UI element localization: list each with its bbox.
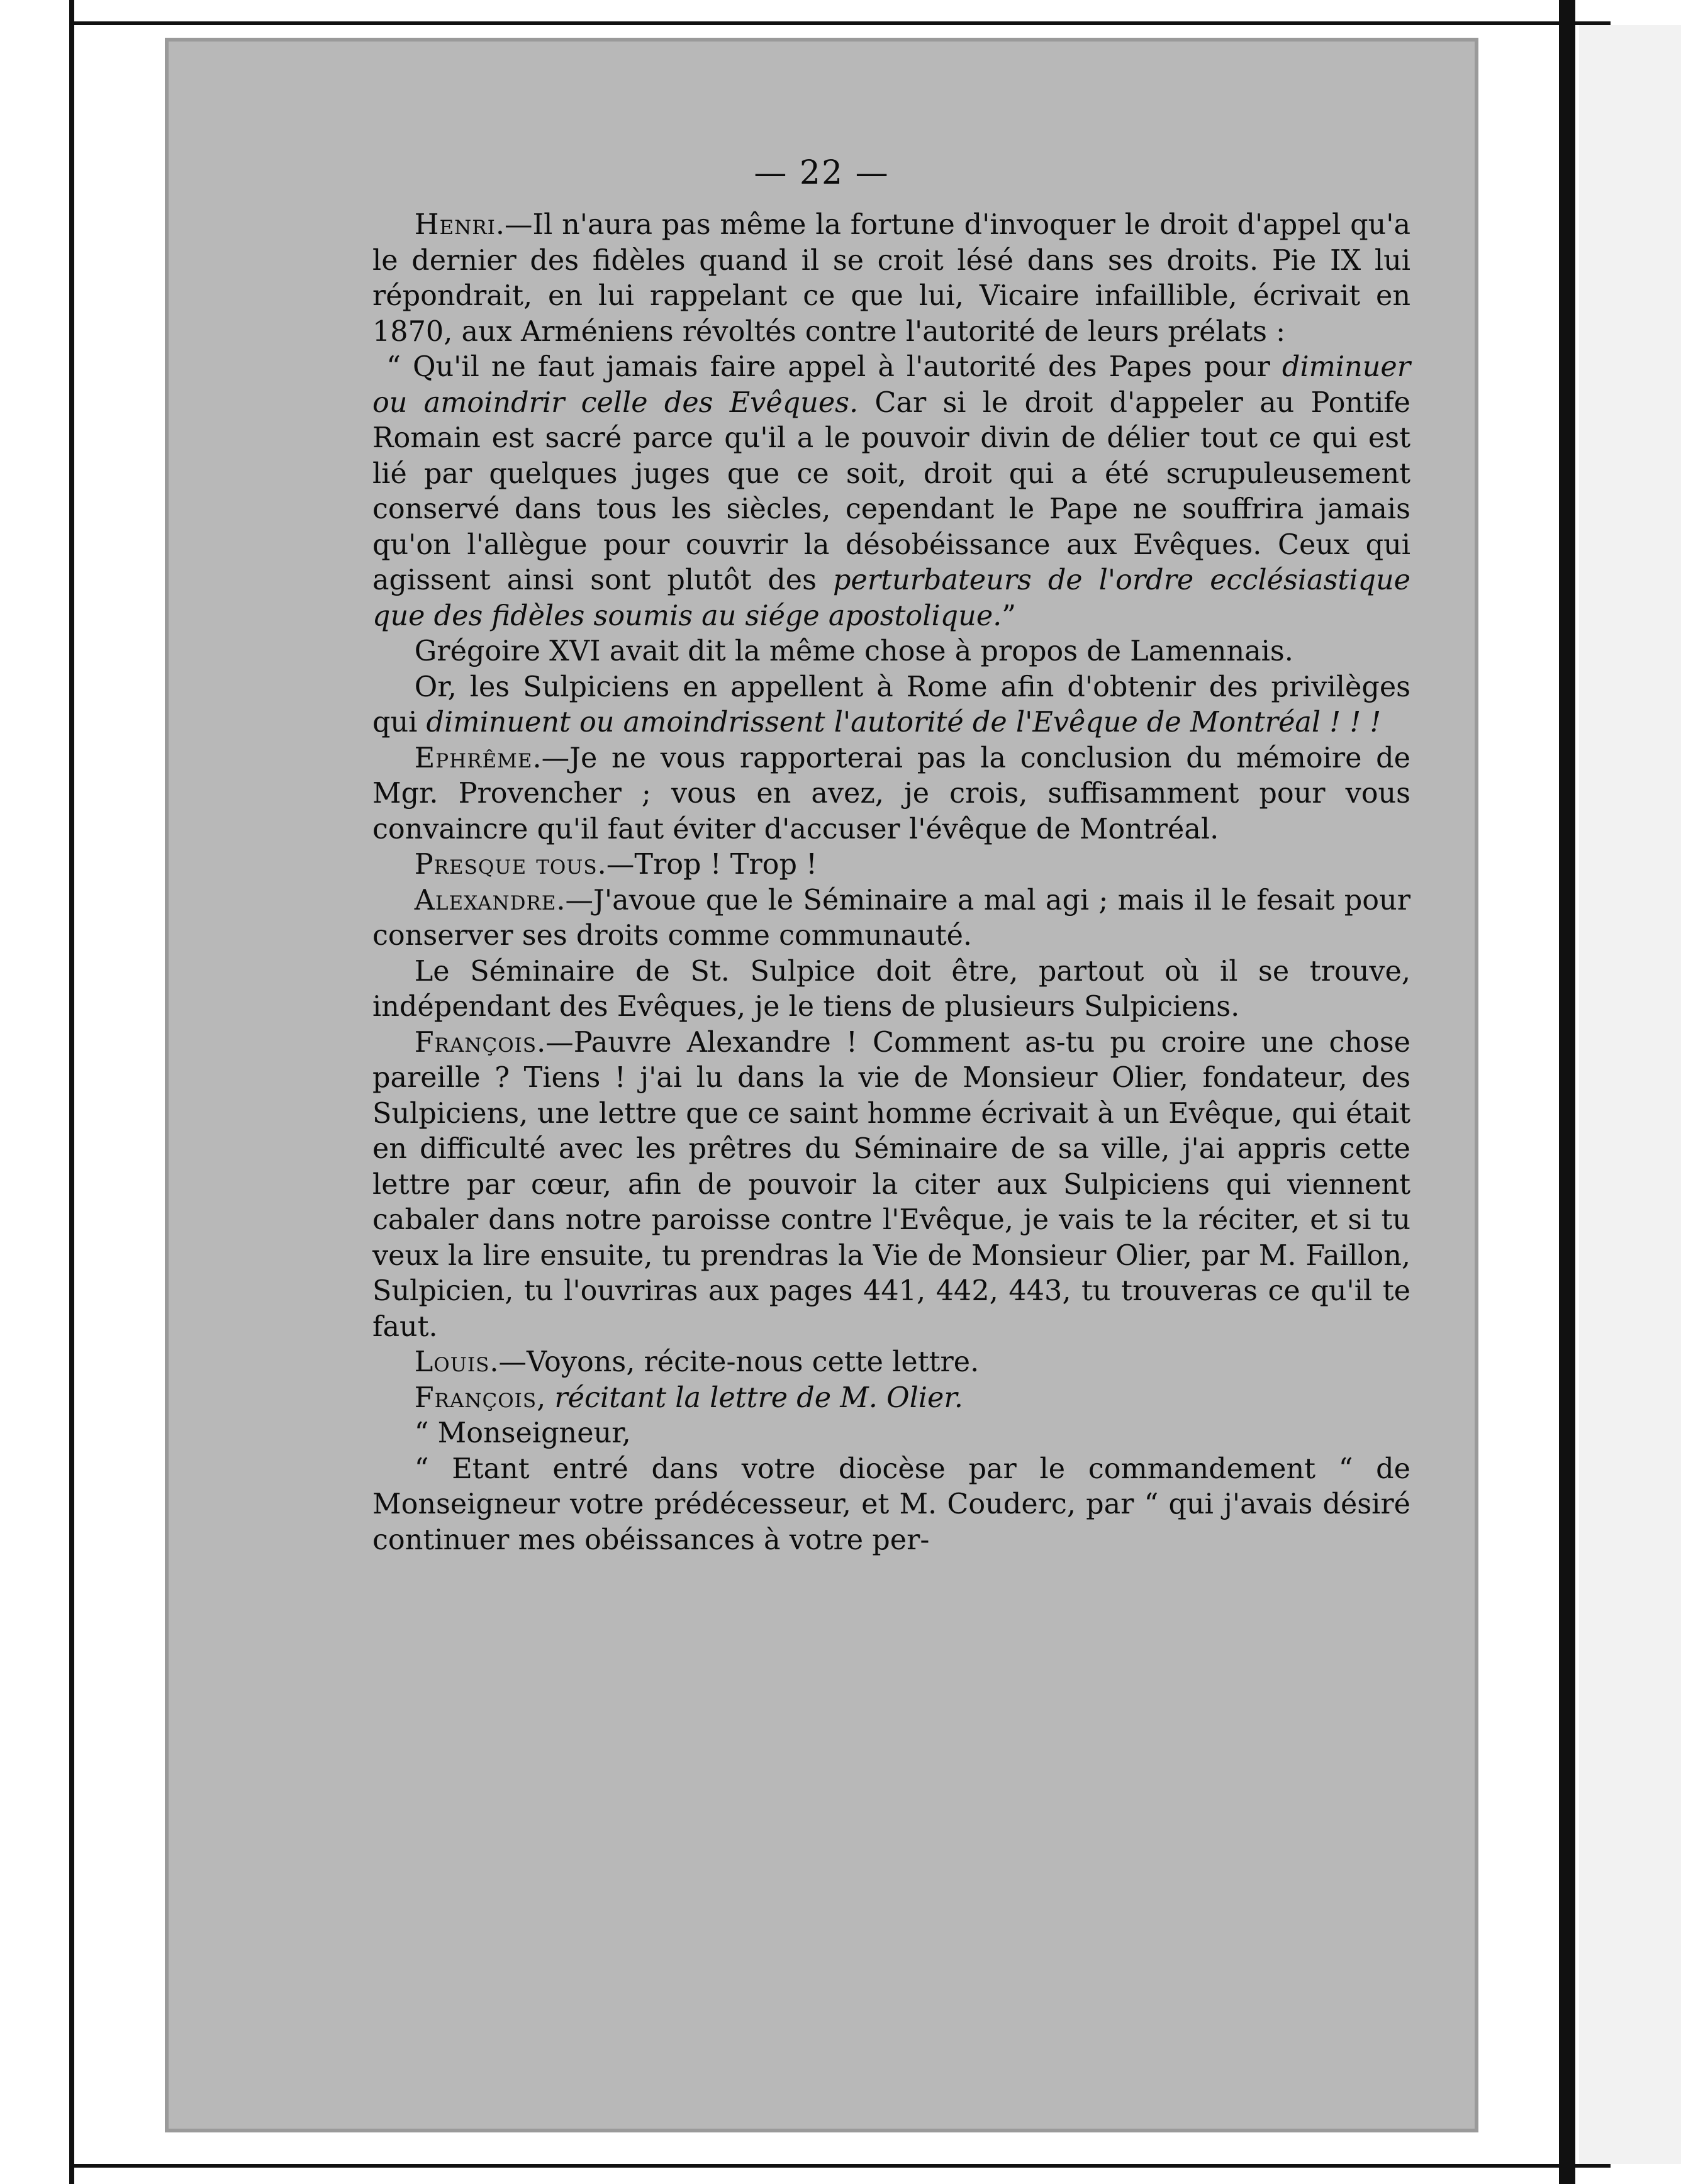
adjacent-page-edge — [1579, 25, 1681, 2164]
book-page — [165, 38, 1478, 2132]
paragraph — [372, 1381, 1410, 1417]
speaker-name: Henri — [414, 209, 496, 241]
text-run: .—Trop ! Trop ! — [597, 849, 817, 881]
speaker-name: François — [414, 1026, 537, 1059]
paragraph — [372, 634, 1410, 670]
text-run: “ Monseigneur, — [414, 1417, 631, 1449]
text-run: Car si le droit d'appeler au Pontife Romain est sacré parce qu'il a le pouvoir divin de délier tout ce qui est lié par quelques juges que ce soit, droit qui a été scrupuleusement conservé dans tous les siècles, cependant le Pape ne souffrira jamais qu'on l'allègue pour couvrir la désobéissance aux Evêques. Ceux qui agissent ainsi sont plutôt des — [372, 386, 1411, 596]
speaker-name: François — [414, 1381, 537, 1414]
text-run: Le Séminaire de St. Sulpice doit être, partout où il se trouve, indépendant des Evêques, je le tiens de plusieurs Sulpiciens. — [372, 955, 1410, 1023]
film-edge-top — [69, 21, 1611, 25]
speaker-name: Alexandre — [414, 884, 557, 916]
paragraph — [372, 741, 1410, 848]
text-run: , — [537, 1381, 555, 1414]
paragraph — [372, 954, 1410, 1025]
text-run: Grégoire XVI avait dit la même chose à propos de Lamennais. — [414, 635, 1293, 667]
film-edge-bottom — [69, 2164, 1611, 2168]
text-run: .—J'avoue que le Séminaire a mal agi ; mais il le fesait pour conserver ses droits comme communauté. — [372, 884, 1410, 952]
text-run: “ Qu'il ne faut jamais faire appel à l'autorité des Papes pour — [386, 351, 1282, 383]
speaker-name: Ephrême — [414, 742, 533, 774]
paragraph — [372, 847, 1410, 883]
paragraph — [372, 1345, 1410, 1381]
page-body-text — [372, 208, 1410, 1558]
text-run: ” — [1002, 599, 1017, 632]
italic-text: perturbateurs de l'ordre ecclésiastique que des fidèles soumis au siége apostolique. — [372, 564, 1410, 632]
text-run: .—Pauvre Alexandre ! Comment as-tu pu croire une chose pareille ? Tiens ! j'ai lu dans la vie de Monsieur Olier, fondateur, des Sulpiciens, une lettre que ce saint homme écrivait à un Evêque, qui était en difficulté avec les prêtres du Séminaire de sa ville, j'ai appris cette lettre par cœur, afin de pouvoir la citer aux Sulpiciens qui viennent cabaler dans notre paroisse contre l'Evêque, je vais te la réciter, et si tu veux la lire ensuite, tu prendras la Vie de Monsieur Olier, par M. Faillon, Sulpicien, tu l'ouvriras aux pages 441, 442, 443, tu trouveras ce qu'il te faut. — [372, 1026, 1410, 1343]
page-number: — 22 — — [754, 154, 890, 192]
paragraph — [372, 208, 1410, 350]
paragraph — [372, 1025, 1410, 1346]
paragraph — [372, 1416, 1410, 1452]
speaker-name: Louis — [414, 1346, 490, 1378]
text-run: .—Je ne vous rapporterai pas la conclusion du mémoire de Mgr. Provencher ; vous en avez, je crois, suffisamment pour vous convaincre qu'il faut éviter d'accuser l'évêque de Montréal. — [372, 742, 1410, 845]
text-run: .—Il n'aura pas même la fortune d'invoquer le droit d'appel qu'a le dernier des fidèles quand il se croit lésé dans ses droits. Pie IX lui répondrait, en lui rappelant ce que lui, Vicaire infaillible, écrivait en 1870, aux Arméniens révoltés contre l'autorité de leurs prélats : — [372, 209, 1410, 348]
paragraph — [372, 883, 1410, 954]
text-run: “ Etant entré dans votre diocèse par le commandement “ de Monseigneur votre prédécesseur, et M. Couderc, par “ qui j'avais désiré continuer mes obéissances à votre per- — [372, 1452, 1410, 1556]
paragraph — [372, 670, 1410, 741]
italic-text: récitant la lettre de M. Olier. — [554, 1381, 963, 1414]
paragraph — [372, 1452, 1410, 1559]
text-run: Or, les Sulpiciens en appellent à Rome afin d'obtenir des privilèges qui — [372, 671, 1410, 738]
paragraph — [372, 350, 1410, 634]
text-run: .—Voyons, récite-nous cette lettre. — [489, 1346, 980, 1378]
italic-text: diminuer ou amoindrir celle des Evêques. — [372, 351, 1410, 419]
gutter-divider — [1559, 0, 1575, 2184]
film-edge-left — [69, 0, 74, 2184]
italic-text: diminuent ou amoindrissent l'autorité de l'Evêque de Montréal ! ! ! — [426, 706, 1382, 738]
speaker-name: Presque tous — [414, 849, 598, 881]
